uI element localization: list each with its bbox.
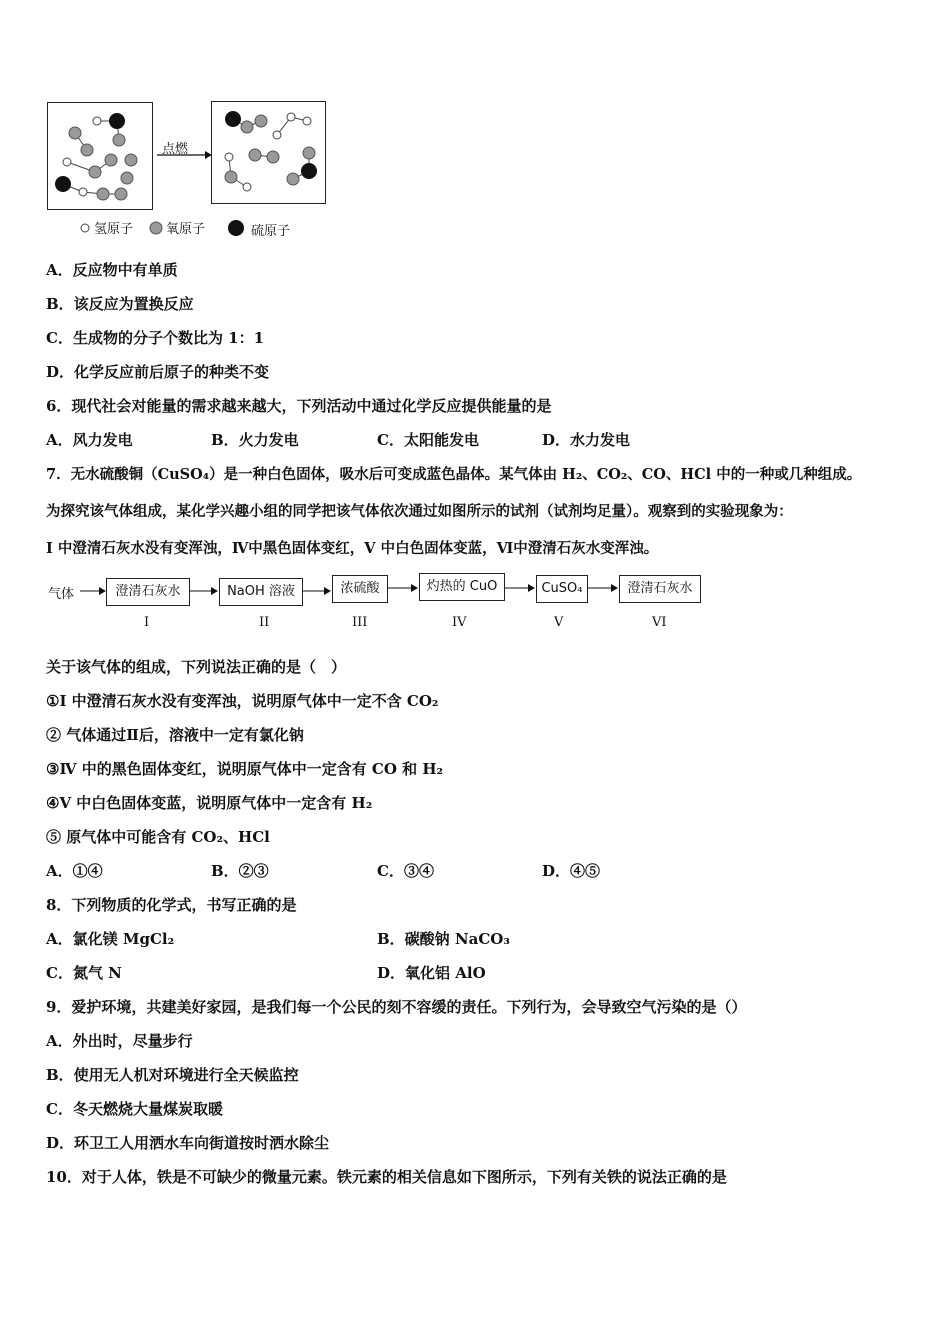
hydrogen-atom — [303, 117, 311, 125]
flow-box-6: 澄清石灰水 — [619, 575, 701, 603]
oxygen-atom — [125, 154, 137, 166]
q9-option-d: D．环卫工人用洒水车向街道按时洒水除尘 — [46, 1134, 330, 1152]
q7-stem-line-3: I 中澄清石灰水没有变浑浊，Ⅳ中黑色固体变红，V 中白色固体变蓝，Ⅵ中澄清石灰水变浑浊。 — [46, 540, 659, 557]
legend-sulfur: 硫原子 — [251, 224, 291, 239]
hydrogen-atom — [225, 153, 233, 161]
oxygen-atom — [97, 188, 109, 200]
flow-arrow-icon — [388, 583, 418, 593]
q5-option-c: C．生成物的分子个数比为 1：1 — [46, 329, 265, 347]
flow-arrow-icon — [505, 583, 535, 593]
flow-box-2: NaOH 溶液 — [219, 578, 303, 606]
sulfur-atom — [301, 163, 317, 179]
flow-label-3: III — [352, 615, 368, 630]
q9-option-a: A．外出时，尽量步行 — [46, 1032, 193, 1050]
flow-start: 气体 — [48, 587, 75, 602]
q8-option-d: D．氧化铝 AlO — [377, 964, 486, 982]
q5-option-a: A．反应物中有单质 — [46, 261, 178, 279]
oxygen-atom — [225, 171, 237, 183]
flow-label-2: II — [259, 615, 270, 630]
flow-arrow-icon — [80, 586, 106, 596]
hydrogen-atom — [273, 131, 281, 139]
q7-option-d: D．④⑤ — [542, 862, 601, 880]
oxygen-atom — [105, 154, 117, 166]
oxygen-atom — [121, 172, 133, 184]
flow-label-1: I — [144, 615, 150, 630]
q7-question: 关于该气体的组成，下列说法正确的是（ ） — [46, 658, 347, 676]
hydrogen-atom — [287, 113, 295, 121]
flow-box-3: 浓硫酸 — [332, 575, 388, 603]
q6-option-b: B．火力发电 — [211, 431, 299, 449]
oxygen-atom — [255, 115, 267, 127]
q6-stem: 6．现代社会对能量的需求越来越大，下列活动中通过化学反应提供能量的是 — [46, 397, 552, 415]
q7-stem-line-2: 为探究该气体组成，某化学兴趣小组的同学把该气体依次通过如图所示的试剂（试剂均足量）。观察到的实验现象为： — [46, 503, 793, 520]
sulfur-legend-icon — [228, 220, 244, 236]
arrow-label: 点燃 — [162, 142, 189, 157]
flow-arrow-icon — [303, 586, 331, 596]
oxygen-legend-icon — [149, 221, 163, 235]
q9-stem: 9．爱护环境，共建美好家园，是我们每一个公民的刻不容缓的责任。下列行为，会导致空气污染的是（） — [46, 998, 747, 1016]
oxygen-atom — [89, 166, 101, 178]
oxygen-atom — [287, 173, 299, 185]
flow-box-1: 澄清石灰水 — [106, 578, 190, 606]
oxygen-atom — [303, 147, 315, 159]
flow-label-5: V — [554, 615, 564, 630]
sulfur-atom — [55, 176, 71, 192]
q7-option-c: C．③④ — [377, 862, 434, 880]
oxygen-atom — [249, 149, 261, 161]
flow-label-6: VI — [652, 615, 667, 630]
q10-stem: 10．对于人体，铁是不可缺少的微量元素。铁元素的相关信息如下图所示，下列有关铁的说法正确的是 — [46, 1168, 727, 1186]
q6-option-d: D．水力发电 — [542, 431, 631, 449]
sulfur-atom — [225, 111, 241, 127]
legend-hydrogen: 氢原子 — [94, 222, 134, 237]
q8-option-b: B．碳酸钠 NaCO₃ — [377, 930, 510, 948]
hydrogen-atom — [63, 158, 71, 166]
reactant-molecules — [47, 102, 153, 210]
hydrogen-atom — [79, 188, 87, 196]
flow-label-4: IV — [452, 615, 467, 630]
q9-option-b: B．使用无人机对环境进行全天候监控 — [46, 1066, 299, 1084]
q7-statement-4: ④V 中白色固体变蓝，说明原气体中一定含有 H₂ — [46, 794, 373, 812]
q7-statement-1: ①I 中澄清石灰水没有变浑浊，说明原气体中一定不含 CO₂ — [46, 692, 439, 710]
flow-box-5: CuSO₄ — [536, 575, 588, 603]
q5-option-d: D．化学反应前后原子的种类不变 — [46, 363, 270, 381]
q7-statement-5: ⑤ 原气体中可能含有 CO₂、HCl — [46, 828, 270, 846]
q7-statement-2: ② 气体通过Ⅱ后，溶液中一定有氯化钠 — [46, 726, 304, 744]
q8-stem: 8．下列物质的化学式，书写正确的是 — [46, 896, 297, 914]
q7-option-b: B．②③ — [211, 862, 269, 880]
q7-option-a: A．①④ — [46, 862, 103, 880]
hydrogen-legend-icon — [80, 223, 90, 233]
q7-statement-3: ③Ⅳ 中的黑色固体变红，说明原气体中一定含有 CO 和 H₂ — [46, 760, 444, 778]
hydrogen-atom — [93, 117, 101, 125]
oxygen-atom — [115, 188, 127, 200]
flow-box-4: 灼热的 CuO — [419, 573, 505, 601]
q6-option-a: A．风力发电 — [46, 431, 133, 449]
q5-option-b: B．该反应为置换反应 — [46, 295, 194, 313]
oxygen-atom — [241, 121, 253, 133]
reaction-arrow-icon — [155, 150, 213, 160]
q9-option-c: C．冬天燃烧大量煤炭取暖 — [46, 1100, 223, 1118]
q8-option-c: C．氮气 N — [46, 964, 122, 982]
product-molecules — [211, 101, 325, 203]
oxygen-atom — [267, 151, 279, 163]
sulfur-atom — [109, 113, 125, 129]
oxygen-atom — [69, 127, 81, 139]
legend-oxygen: 氧原子 — [166, 222, 206, 237]
q7-stem-line-1: 7．无水硫酸铜（CuSO₄）是一种白色固体，吸水后可变成蓝色晶体。某气体由 H₂、CO₂、CO、HCl 中的一种或几种组成。 — [46, 466, 862, 483]
oxygen-atom — [113, 134, 125, 146]
hydrogen-atom — [243, 183, 251, 191]
q8-option-a: A．氯化镁 MgCl₂ — [46, 930, 175, 948]
q6-option-c: C．太阳能发电 — [377, 431, 479, 449]
flow-arrow-icon — [588, 583, 618, 593]
flow-arrow-icon — [190, 586, 218, 596]
oxygen-atom — [81, 144, 93, 156]
